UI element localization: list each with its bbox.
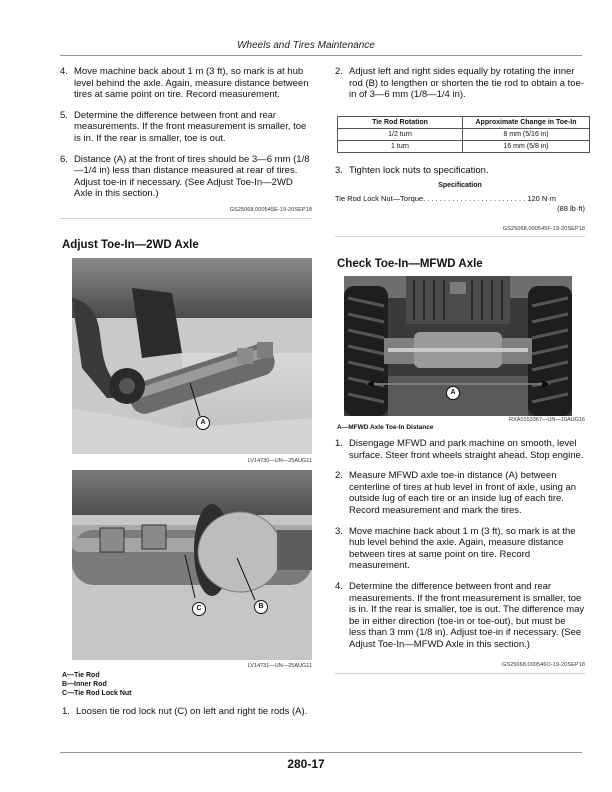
callout-a: A <box>446 386 460 400</box>
table-cell: 16 mm (5/8 in) <box>463 141 590 153</box>
list-item: 1. Disengage MFWD and park machine on smooth, level surface. Steer front wheels straight ahead. Stop engine. <box>335 438 584 461</box>
page-header-title: Wheels and Tires Maintenance <box>237 40 375 51</box>
list-item: 3. Tighten lock nuts to specification. <box>335 165 489 176</box>
list-item: 2. Adjust left and right sides equally by rotating the inner rod (B) to lengthen or shorten the tie rod to obtain a toe-in of 3—6 mm (1/8—1/4 in). <box>335 66 585 101</box>
table-header: Approximate Change in Toe-In <box>463 117 590 129</box>
footer-rule <box>60 752 582 753</box>
legend-item: A—Tie Rod <box>62 672 100 679</box>
table-cell: 8 mm (5/16 in) <box>463 129 590 141</box>
header-rule <box>60 55 582 56</box>
left-steps-top <box>60 66 312 200</box>
table-row <box>338 129 590 141</box>
mfwd-axle-photo <box>344 276 572 416</box>
right-column-bottom <box>335 438 585 660</box>
figure-legend: A—MFWD Axle Toe-In Distance <box>337 424 434 431</box>
list-item: 4. Determine the difference between front and rear measurements. If the front measurement is smaller, toe is in. If the rear is smaller, toe is out. The difference may be in either direction (toe-in or toe-out), but must be less than 3 mm (1/8 in). Adjust toe-in if necessary. (See Adjust Toe-In—MFWD Axle in this section.) <box>335 580 585 650</box>
legend-item: B—Inner Rod <box>62 681 107 688</box>
photo-caption: LV14731—UN—25AUG11 <box>247 663 312 669</box>
callout-b: B <box>254 600 268 614</box>
table-cell: 1/2 turn <box>338 129 463 141</box>
callout-a: A <box>196 416 210 430</box>
reference-code: GS25068,000545F-19-20SEP18 <box>502 226 585 232</box>
section-title-2wd: Adjust Toe-In—2WD Axle <box>62 239 199 251</box>
list-item: 4. Move machine back about 1 m (3 ft), so mark is at hub level behind the axle. Again, measure distance between tires at same point on tire. Record measurement. <box>60 66 309 101</box>
tie-rod-photo-2 <box>72 470 312 660</box>
legend-item: C—Tie Rod Lock Nut <box>62 690 132 697</box>
list-item: 2. Measure MFWD axle toe-in distance (A) between centerline of tires at hub level in front of axle, using an outside lug of each tire or an inside lug of each tire. Record measurement and mark the tires. <box>335 470 577 516</box>
table-row <box>338 141 590 153</box>
list-item: 5. Determine the difference between front and rear measurements. If the front measurement is smaller, toe is in. If the rear is smaller, toe is out. <box>60 109 307 144</box>
tie-rod-rotation-table <box>337 116 590 153</box>
table-header: Tie Rod Rotation <box>338 117 463 129</box>
table-cell: 1 turn <box>338 141 463 153</box>
page-number: 280-17 <box>287 757 325 771</box>
left-column-bottom <box>62 706 312 727</box>
left-steps-bottom <box>62 706 312 718</box>
photo-caption: LV14730—UN—25AUG11 <box>247 458 312 464</box>
reference-code: GS25068,000545E-19-20SEP18 <box>229 207 312 213</box>
callout-c: C <box>192 602 206 616</box>
figure-legend <box>62 671 131 698</box>
divider <box>335 673 585 674</box>
list-item: 6. Distance (A) at the front of tires should be 3—6 mm (1/8—1/4 in) less than distance measured at rear of tires. Adjust toe-in if necessary. (See Adjust Toe-In—2WD Axle in this section.) <box>60 153 310 200</box>
specification-line: Tie Rod Lock Nut—Torque. . . . . . . . . . . . . . . . . . . . . . . . . 120 N·m <box>335 194 557 203</box>
right-steps-top <box>335 66 585 101</box>
right-column-top <box>335 66 585 110</box>
photo-caption: RXA0153367—UN—10AUG16 <box>509 417 585 423</box>
divider <box>335 236 585 237</box>
divider <box>60 218 312 219</box>
specification-unit: (88 lb·ft) <box>557 204 585 213</box>
left-column-top <box>60 66 312 209</box>
reference-code: GS25068,000546O-19-20SEP18 <box>501 662 585 668</box>
tie-rod-photo-1 <box>72 258 312 454</box>
list-item: 1. Loosen tie rod lock nut (C) on left and right tie rods (A). <box>62 706 308 717</box>
section-title-mfwd: Check Toe-In—MFWD Axle <box>337 258 483 270</box>
specification-title: Specification <box>438 182 482 189</box>
list-item: 3. Move machine back about 1 m (3 ft), so mark is at the hub level behind the axle. Again, measure distance between tires at same point on tire. Record measurement. <box>335 525 576 572</box>
right-steps-bottom <box>335 438 585 651</box>
